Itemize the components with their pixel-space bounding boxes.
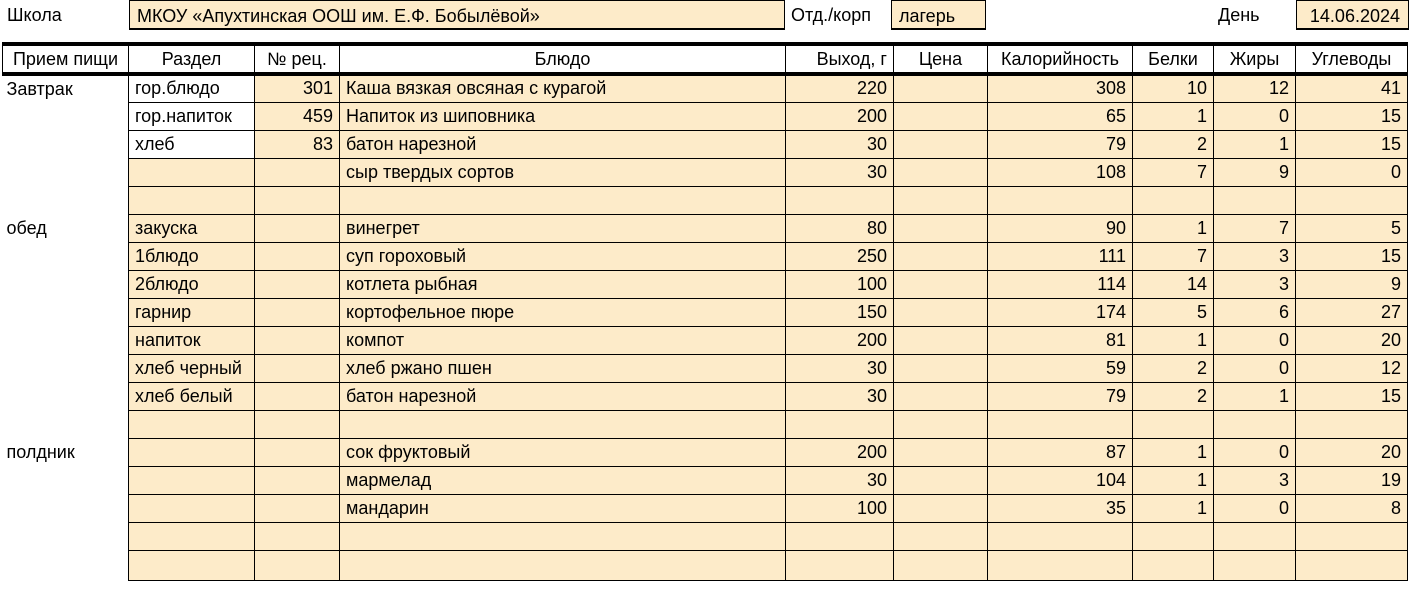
- school-field[interactable]: МКОУ «Апухтинская ООШ им. Е.Ф. Бобылёвой»: [129, 0, 785, 30]
- table-row: [3, 354, 1408, 382]
- calories-cell[interactable]: [988, 522, 1133, 550]
- calories-cell[interactable]: 108: [988, 158, 1133, 186]
- calories-cell[interactable]: 174: [988, 298, 1133, 326]
- col-header-meal: Прием пищи: [3, 44, 129, 74]
- table-row: [3, 550, 1408, 580]
- recipe-cell[interactable]: [255, 494, 340, 522]
- price-cell[interactable]: [894, 326, 988, 354]
- dish-cell[interactable]: сок фруктовый: [340, 438, 786, 466]
- fat-cell[interactable]: [1214, 550, 1296, 580]
- calories-cell[interactable]: 111: [988, 242, 1133, 270]
- table-row: [3, 382, 1408, 410]
- meal-cell: [3, 186, 129, 214]
- day-label: День: [1218, 5, 1260, 25]
- price-cell[interactable]: [894, 550, 988, 580]
- table-row: [3, 466, 1408, 494]
- fat-cell[interactable]: 0: [1214, 102, 1296, 130]
- output-cell[interactable]: 30: [786, 382, 894, 410]
- price-cell[interactable]: [894, 438, 988, 466]
- section-cell[interactable]: [129, 550, 255, 580]
- calories-cell[interactable]: 308: [988, 74, 1133, 102]
- col-header-price: Цена: [894, 44, 988, 74]
- section-cell[interactable]: [129, 410, 255, 438]
- carbs-cell[interactable]: 20: [1296, 326, 1408, 354]
- table-row: [3, 186, 1408, 214]
- table-row: [3, 130, 1408, 158]
- col-header-fat: Жиры: [1214, 44, 1296, 74]
- protein-cell[interactable]: [1133, 550, 1214, 580]
- price-cell[interactable]: [894, 466, 988, 494]
- carbs-cell[interactable]: 41: [1296, 74, 1408, 102]
- col-header-section: Раздел: [129, 44, 255, 74]
- dish-cell[interactable]: [340, 186, 786, 214]
- recipe-cell[interactable]: [255, 242, 340, 270]
- carbs-cell[interactable]: 19: [1296, 466, 1408, 494]
- section-cell[interactable]: закуска: [129, 214, 255, 242]
- section-cell[interactable]: [129, 186, 255, 214]
- section-cell[interactable]: [129, 438, 255, 466]
- dish-cell[interactable]: [340, 410, 786, 438]
- fat-cell[interactable]: 3: [1214, 466, 1296, 494]
- col-header-calories: Калорийность: [988, 44, 1133, 74]
- fat-cell[interactable]: [1214, 522, 1296, 550]
- dish-cell[interactable]: винегрет: [340, 214, 786, 242]
- table-row: [3, 326, 1408, 354]
- fat-cell[interactable]: 9: [1214, 158, 1296, 186]
- meal-cell: [3, 550, 129, 580]
- protein-cell[interactable]: 1: [1133, 326, 1214, 354]
- dish-cell[interactable]: батон нарезной: [340, 130, 786, 158]
- calories-cell[interactable]: 35: [988, 494, 1133, 522]
- school-label: Школа: [7, 5, 62, 25]
- output-cell[interactable]: [786, 186, 894, 214]
- recipe-cell[interactable]: [255, 438, 340, 466]
- carbs-cell[interactable]: 15: [1296, 130, 1408, 158]
- output-cell[interactable]: 150: [786, 298, 894, 326]
- section-cell[interactable]: напиток: [129, 326, 255, 354]
- protein-cell[interactable]: 7: [1133, 158, 1214, 186]
- fat-cell[interactable]: [1214, 410, 1296, 438]
- recipe-cell[interactable]: [255, 550, 340, 580]
- price-cell[interactable]: [894, 382, 988, 410]
- fat-cell[interactable]: 3: [1214, 270, 1296, 298]
- output-cell[interactable]: 30: [786, 354, 894, 382]
- calories-cell[interactable]: 65: [988, 102, 1133, 130]
- carbs-cell[interactable]: 5: [1296, 214, 1408, 242]
- carbs-cell[interactable]: 0: [1296, 158, 1408, 186]
- output-cell[interactable]: [786, 410, 894, 438]
- protein-cell[interactable]: 2: [1133, 354, 1214, 382]
- table-row: [3, 270, 1408, 298]
- price-cell[interactable]: [894, 410, 988, 438]
- dish-cell[interactable]: батон нарезной: [340, 382, 786, 410]
- dish-cell[interactable]: кортофельное пюре: [340, 298, 786, 326]
- meal-cell: [3, 130, 129, 158]
- price-cell[interactable]: [894, 242, 988, 270]
- menu-table: [2, 42, 1408, 581]
- dish-cell[interactable]: хлеб ржано пшен: [340, 354, 786, 382]
- dish-cell[interactable]: [340, 522, 786, 550]
- output-cell[interactable]: 30: [786, 466, 894, 494]
- meal-cell: [3, 410, 129, 438]
- header-bar: [0, 0, 1425, 32]
- carbs-cell[interactable]: 15: [1296, 382, 1408, 410]
- section-cell[interactable]: [129, 466, 255, 494]
- section-cell[interactable]: гор.напиток: [129, 102, 255, 130]
- section-cell[interactable]: гор.блюдо: [129, 74, 255, 102]
- carbs-cell[interactable]: 20: [1296, 438, 1408, 466]
- fat-cell[interactable]: 3: [1214, 242, 1296, 270]
- calories-cell[interactable]: [988, 550, 1133, 580]
- price-cell[interactable]: [894, 270, 988, 298]
- recipe-cell[interactable]: 301: [255, 74, 340, 102]
- meal-cell: полдник: [3, 438, 129, 466]
- meal-cell: [3, 242, 129, 270]
- output-cell[interactable]: 250: [786, 242, 894, 270]
- recipe-cell[interactable]: [255, 270, 340, 298]
- price-cell[interactable]: [894, 158, 988, 186]
- carbs-cell[interactable]: 15: [1296, 242, 1408, 270]
- carbs-cell[interactable]: 15: [1296, 102, 1408, 130]
- meal-cell: [3, 326, 129, 354]
- col-header-dish: Блюдо: [340, 44, 786, 74]
- dish-cell[interactable]: компот: [340, 326, 786, 354]
- recipe-cell[interactable]: [255, 522, 340, 550]
- output-cell[interactable]: 200: [786, 326, 894, 354]
- section-cell[interactable]: хлеб черный: [129, 354, 255, 382]
- protein-cell[interactable]: 14: [1133, 270, 1214, 298]
- section-cell[interactable]: 1блюдо: [129, 242, 255, 270]
- output-cell[interactable]: [786, 550, 894, 580]
- carbs-cell[interactable]: [1296, 522, 1408, 550]
- table-body: [3, 74, 1408, 580]
- calories-cell[interactable]: 59: [988, 354, 1133, 382]
- output-cell[interactable]: 200: [786, 102, 894, 130]
- col-header-output: Выход, г: [786, 44, 894, 74]
- price-cell[interactable]: [894, 494, 988, 522]
- calories-cell[interactable]: 87: [988, 438, 1133, 466]
- table-header-row: [3, 44, 1408, 74]
- protein-cell[interactable]: 5: [1133, 298, 1214, 326]
- protein-cell[interactable]: 2: [1133, 130, 1214, 158]
- protein-cell[interactable]: 1: [1133, 466, 1214, 494]
- dept-label: Отд./корп: [791, 5, 871, 25]
- output-cell[interactable]: 100: [786, 494, 894, 522]
- section-cell[interactable]: 2блюдо: [129, 270, 255, 298]
- table-row: [3, 242, 1408, 270]
- output-cell[interactable]: 30: [786, 158, 894, 186]
- day-field[interactable]: 14.06.2024: [1296, 0, 1409, 30]
- fat-cell[interactable]: 6: [1214, 298, 1296, 326]
- fat-cell[interactable]: 7: [1214, 214, 1296, 242]
- output-cell[interactable]: [786, 522, 894, 550]
- carbs-cell[interactable]: 12: [1296, 354, 1408, 382]
- dept-field[interactable]: лагерь: [891, 0, 986, 30]
- price-cell[interactable]: [894, 74, 988, 102]
- protein-cell[interactable]: 1: [1133, 494, 1214, 522]
- recipe-cell[interactable]: [255, 466, 340, 494]
- price-cell[interactable]: [894, 130, 988, 158]
- section-cell[interactable]: гарнир: [129, 298, 255, 326]
- recipe-cell[interactable]: [255, 214, 340, 242]
- price-cell[interactable]: [894, 214, 988, 242]
- meal-cell: [3, 354, 129, 382]
- meal-cell: Завтрак: [3, 74, 129, 102]
- protein-cell[interactable]: 1: [1133, 214, 1214, 242]
- dish-cell[interactable]: [340, 550, 786, 580]
- header-gap: [0, 34, 1425, 42]
- section-cell[interactable]: хлеб: [129, 130, 255, 158]
- fat-cell[interactable]: 1: [1214, 130, 1296, 158]
- carbs-cell[interactable]: 9: [1296, 270, 1408, 298]
- dish-cell[interactable]: суп гороховый: [340, 242, 786, 270]
- dish-cell[interactable]: Каша вязкая овсяная с курагой: [340, 74, 786, 102]
- recipe-cell[interactable]: 459: [255, 102, 340, 130]
- output-cell[interactable]: 200: [786, 438, 894, 466]
- fat-cell[interactable]: 0: [1214, 438, 1296, 466]
- output-cell[interactable]: 80: [786, 214, 894, 242]
- recipe-cell[interactable]: [255, 158, 340, 186]
- price-cell[interactable]: [894, 186, 988, 214]
- dish-cell[interactable]: мандарин: [340, 494, 786, 522]
- table-row: [3, 494, 1408, 522]
- col-header-recipe: № рец.: [255, 44, 340, 74]
- calories-cell[interactable]: 104: [988, 466, 1133, 494]
- recipe-cell[interactable]: [255, 382, 340, 410]
- price-cell[interactable]: [894, 102, 988, 130]
- protein-cell[interactable]: 1: [1133, 102, 1214, 130]
- meal-cell: [3, 522, 129, 550]
- recipe-cell[interactable]: [255, 186, 340, 214]
- meal-cell: обед: [3, 214, 129, 242]
- protein-cell[interactable]: 10: [1133, 74, 1214, 102]
- recipe-cell[interactable]: 83: [255, 130, 340, 158]
- meal-cell: [3, 158, 129, 186]
- price-cell[interactable]: [894, 298, 988, 326]
- protein-cell[interactable]: 1: [1133, 438, 1214, 466]
- table-row: [3, 102, 1408, 130]
- table-row: [3, 74, 1408, 102]
- fat-cell[interactable]: 1: [1214, 382, 1296, 410]
- section-cell[interactable]: [129, 522, 255, 550]
- protein-cell[interactable]: 7: [1133, 242, 1214, 270]
- section-cell[interactable]: [129, 158, 255, 186]
- protein-cell[interactable]: [1133, 186, 1214, 214]
- calories-cell[interactable]: [988, 410, 1133, 438]
- dish-cell[interactable]: котлета рыбная: [340, 270, 786, 298]
- meal-cell: [3, 466, 129, 494]
- recipe-cell[interactable]: [255, 410, 340, 438]
- protein-cell[interactable]: 2: [1133, 382, 1214, 410]
- protein-cell[interactable]: [1133, 522, 1214, 550]
- meal-cell: [3, 298, 129, 326]
- fat-cell[interactable]: 0: [1214, 354, 1296, 382]
- dish-cell[interactable]: сыр твердых сортов: [340, 158, 786, 186]
- fat-cell[interactable]: 0: [1214, 326, 1296, 354]
- col-header-protein: Белки: [1133, 44, 1214, 74]
- section-cell[interactable]: хлеб белый: [129, 382, 255, 410]
- table-row: [3, 522, 1408, 550]
- dish-cell[interactable]: мармелад: [340, 466, 786, 494]
- meal-cell: [3, 382, 129, 410]
- output-cell[interactable]: 30: [786, 130, 894, 158]
- table-row: [3, 410, 1408, 438]
- table-row: [3, 298, 1408, 326]
- meal-cell: [3, 270, 129, 298]
- carbs-cell[interactable]: [1296, 550, 1408, 580]
- protein-cell[interactable]: [1133, 410, 1214, 438]
- output-cell[interactable]: 220: [786, 74, 894, 102]
- calories-cell[interactable]: 114: [988, 270, 1133, 298]
- calories-cell[interactable]: 79: [988, 130, 1133, 158]
- calories-cell[interactable]: [988, 186, 1133, 214]
- fat-cell[interactable]: [1214, 186, 1296, 214]
- table-row: [3, 438, 1408, 466]
- meal-cell: [3, 102, 129, 130]
- fat-cell[interactable]: 0: [1214, 494, 1296, 522]
- recipe-cell[interactable]: [255, 354, 340, 382]
- meal-cell: [3, 494, 129, 522]
- carbs-cell[interactable]: 8: [1296, 494, 1408, 522]
- fat-cell[interactable]: 12: [1214, 74, 1296, 102]
- price-cell[interactable]: [894, 354, 988, 382]
- dish-cell[interactable]: Напиток из шиповника: [340, 102, 786, 130]
- section-cell[interactable]: [129, 494, 255, 522]
- calories-cell[interactable]: 81: [988, 326, 1133, 354]
- carbs-cell[interactable]: [1296, 186, 1408, 214]
- calories-cell[interactable]: 90: [988, 214, 1133, 242]
- recipe-cell[interactable]: [255, 298, 340, 326]
- table-row: [3, 158, 1408, 186]
- calories-cell[interactable]: 79: [988, 382, 1133, 410]
- carbs-cell[interactable]: 27: [1296, 298, 1408, 326]
- output-cell[interactable]: 100: [786, 270, 894, 298]
- price-cell[interactable]: [894, 522, 988, 550]
- table-row: [3, 214, 1408, 242]
- recipe-cell[interactable]: [255, 326, 340, 354]
- carbs-cell[interactable]: [1296, 410, 1408, 438]
- col-header-carbs: Углеводы: [1296, 44, 1408, 74]
